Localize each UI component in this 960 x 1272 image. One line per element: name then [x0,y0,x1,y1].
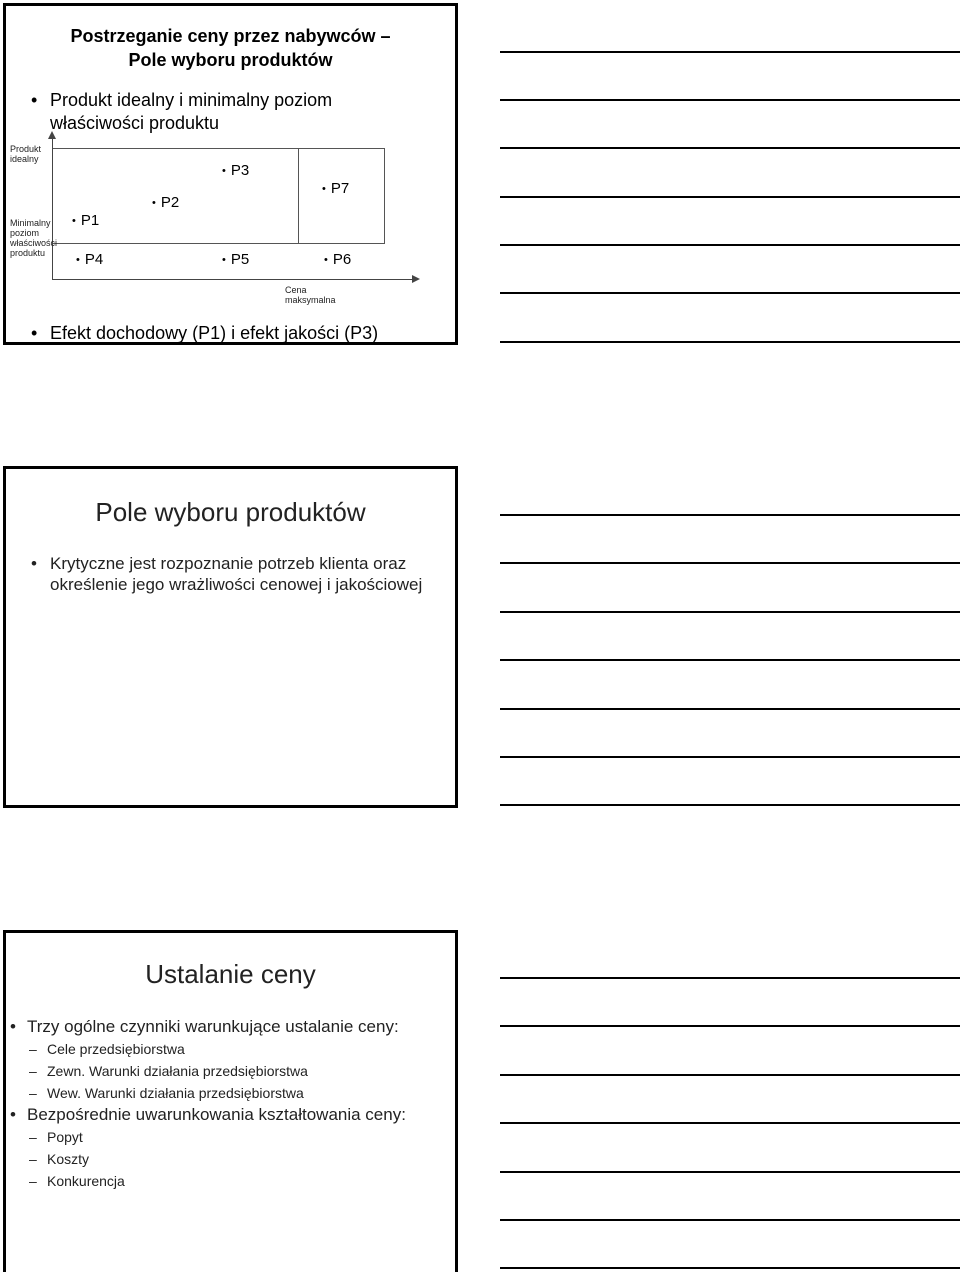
bullet-icon: • [322,183,326,195]
list-item [6,1016,456,1038]
slide-1-bullet-2 [31,322,450,345]
point-p1 [72,212,99,231]
bullet-icon: • [222,165,226,177]
bullet-icon: • [31,90,38,110]
note-line [500,51,960,53]
note-line [500,1025,960,1027]
slide-3-title: Ustalanie ceny [145,959,316,989]
point-label: P1 [80,212,100,229]
note-line [500,708,960,710]
point-p5 [222,251,249,270]
slide-3-list [6,1016,456,1192]
list-subitem-text: Wew. Warunki działania przedsiębiorstwa [47,1085,304,1101]
bullet-icon: • [222,254,226,266]
bullet-icon: • [324,254,328,266]
list-subitem-text: Zewn. Warunki działania przedsiębiorstwa [47,1063,308,1079]
list-subitem-text: Popyt [47,1129,83,1145]
list-subitem [6,1148,456,1170]
y-label-min-properties: Minimalny poziom właściwości produktu [10,218,58,258]
slide-1-title [6,24,455,72]
slide-1-bullet-2-text: Efekt dochodowy (P1) i efekt jakości (P3) [50,323,379,343]
dash-icon: – [29,1041,37,1057]
bullet-icon: • [10,1105,16,1124]
slide-1-bullet-1 [31,89,410,135]
note-line [500,659,960,661]
x-axis [52,279,414,280]
point-p4 [76,251,103,270]
x-axis-arrow-icon [412,275,420,283]
bullet-icon: • [10,1017,16,1036]
list-subitem [6,1038,456,1060]
list-item [6,1104,456,1126]
dash-icon: – [29,1085,37,1101]
list-subitem [6,1126,456,1148]
dash-icon: – [29,1129,37,1145]
list-subitem [6,1170,456,1192]
slide-3 [3,930,458,1272]
note-line [500,611,960,613]
note-line [500,1267,960,1269]
note-line [500,1074,960,1076]
point-p2 [152,194,179,213]
note-line [500,292,960,294]
bullet-icon: • [152,197,156,209]
note-line [500,804,960,806]
point-p7 [322,180,349,199]
slide-1-bullet-1-text: Produkt idealny i minimalny poziom właściwości produktu [50,90,333,133]
note-line [500,244,960,246]
bullet-icon: • [31,554,37,573]
note-line [500,341,960,343]
point-label: P3 [230,162,250,179]
y-axis-arrow-icon [48,131,56,139]
bullet-icon: • [76,254,80,266]
note-line [500,196,960,198]
note-line [500,99,960,101]
point-p3 [222,162,249,181]
point-label: P6 [332,251,352,268]
list-subitem-text: Cele przedsiębiorstwa [47,1041,185,1057]
note-line [500,1171,960,1173]
slide-1-title-line-1: Postrzeganie ceny przez nabywców – [70,26,391,46]
slide-2-bullet-1-text: Krytyczne jest rozpoznanie potrzeb klienta oraz określenie jego wrażliwości cenowej i jakościowej [50,554,423,594]
y-label-ideal-product: Produkt idealny [10,144,42,164]
list-subitem [6,1060,456,1082]
note-line [500,1122,960,1124]
slide-2-bullet-1 [31,553,440,595]
list-item-text: Trzy ogólne czynniki warunkujące ustalanie ceny: [27,1017,399,1036]
slide-2-title: Pole wyboru produktów [95,497,366,527]
list-subitem-text: Koszty [47,1151,90,1167]
dash-icon: – [29,1173,37,1189]
note-line [500,147,960,149]
note-line [500,514,960,516]
slide-1-title-line-2: Pole wyboru produktów [128,50,333,70]
y-axis [52,138,53,280]
slide-1 [3,3,458,345]
point-p6 [324,251,351,270]
list-subitem-text: Konkurencja [47,1173,125,1189]
max-price-line [298,148,299,243]
note-line [500,1219,960,1221]
slide-2 [3,466,458,808]
point-label: P7 [330,180,350,197]
dash-icon: – [29,1151,37,1167]
point-label: P2 [160,194,180,211]
note-line [500,977,960,979]
bullet-icon: • [31,323,38,343]
note-line [500,756,960,758]
point-label: P5 [230,251,250,268]
dash-icon: – [29,1063,37,1079]
point-label: P4 [84,251,104,268]
x-label-max-price: Cena maksymalna [285,285,336,305]
list-subitem [6,1082,456,1104]
bullet-icon: • [72,215,76,227]
list-item-text: Bezpośrednie uwarunkowania kształtowania ceny: [27,1105,406,1124]
note-line [500,562,960,564]
